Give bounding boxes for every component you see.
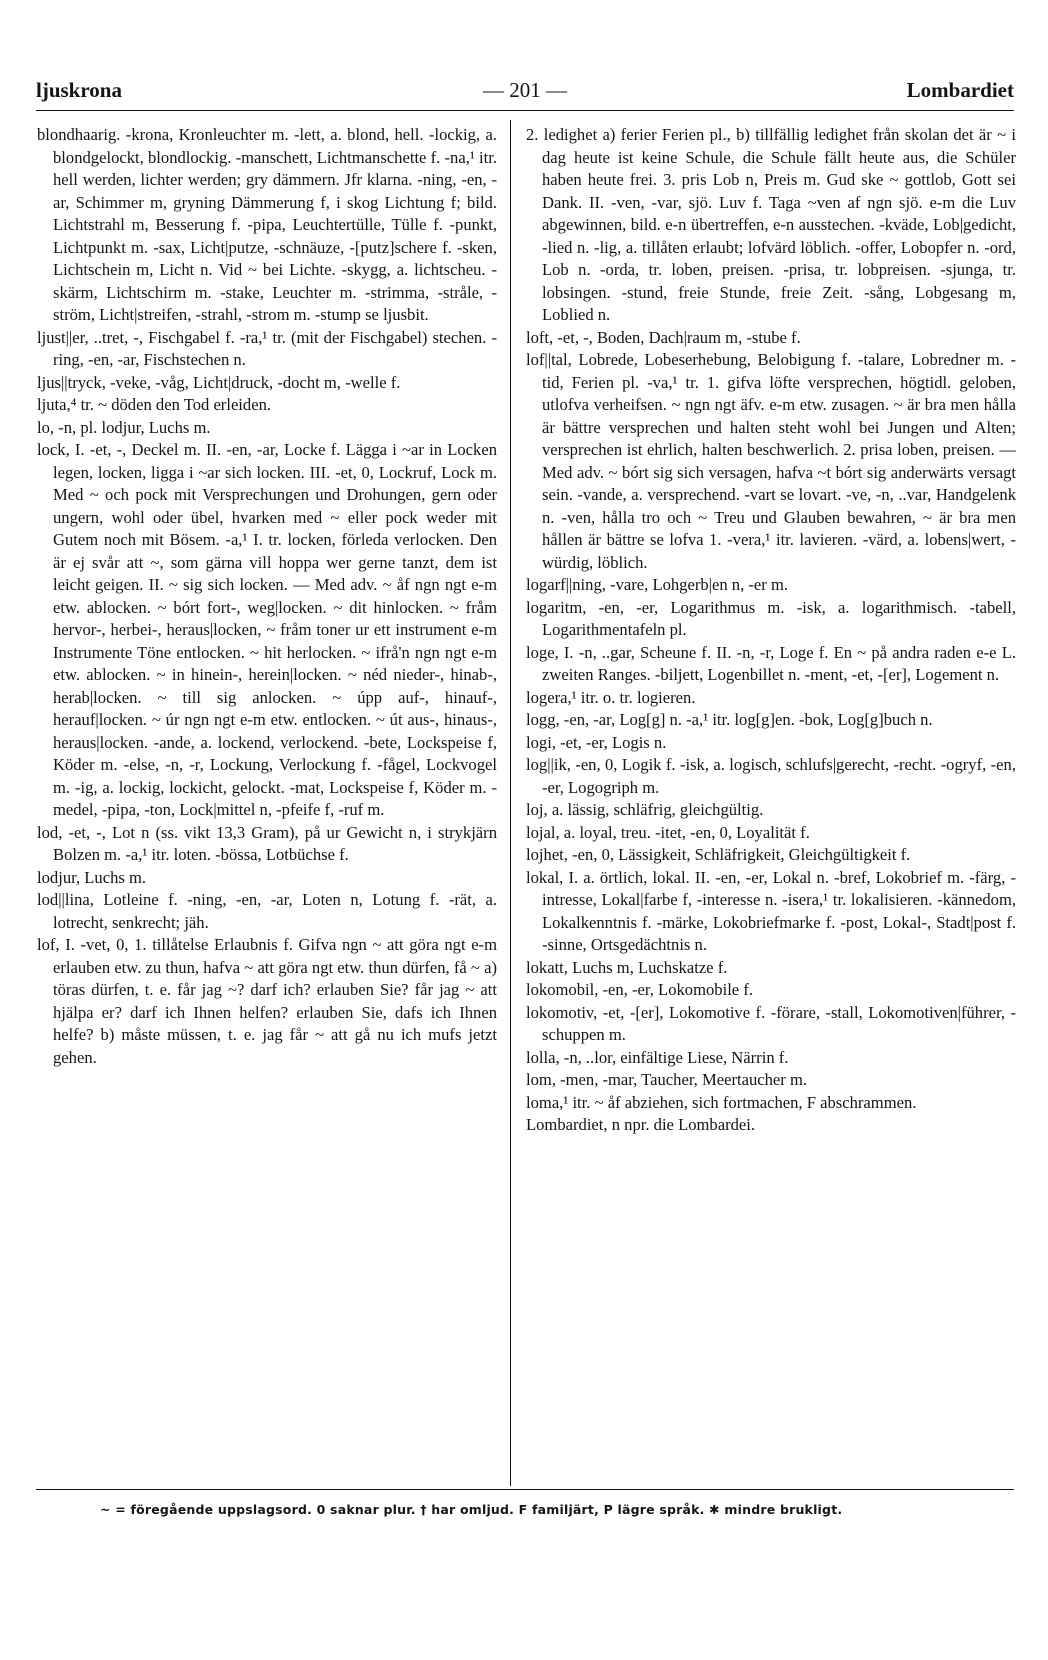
column-divider [510, 120, 511, 1486]
dictionary-entry: lokal, I. a. örtlich, lokal. II. -en, -er, Lokal n. -bref, Lokobrief m. -färg, -intresse, Lokal|farbe f, -interesse n. -isera,¹ tr. lokalisieren. -kännedom, Lokalkenntnis f. -märke, Lokobriefmarke f. -post, Lokal-, Stadt|post f. -sinne, Ortsgedächtnis n. [526, 867, 1016, 954]
dictionary-entry: loj, a. lässig, schläfrig, gleichgültig. [526, 800, 764, 819]
dictionary-entry: lock, I. -et, -, Deckel m. II. -en, -ar, Locke f. Lägga i ~ar in Locken legen, locken, ligga i ~ar sich locken. III. -et, 0, Lockruf, Lock m. Med ~ och pock mit Versprechungen und Drohungen, gern oder ungern, wohl oder übel, hvarken med ~ eller pock weder mit Gutem noch mit Bösem. -a,¹ I. tr. locken, förleda verlocken. Den är ej svår att ~, som gärna vill hoppa wer gerne tanzt, dem ist leicht geigen. II. ~ sig sich locken. — Med adv. ~ åf ngn ngt e-m etw. ablocken. ~ bórt fort-, weg|locken. ~ dit hinlocken. ~ fråm hervor-, herbei-, heraus|locken, ~ fråm toner ur ett instrument e-m Instrumente Töne entlocken. ~ hit herlocken. ~ ifrå'n ngn ngt e-m etw. ablocken. ~ in hinein-, herein|locken. ~ néd nieder-, hinab-, herab|locken. ~ till sig anlocken. ~ úpp auf-, hinauf-, herauf|locken. ~ úr ngn ngt e-m etw. entlocken. ~ út aus-, hinaus-, heraus|locken. -ande, a. lockend, verlockend. -bete, Lockspeise f, Köder m. -else, -n, -r, Lockung, Verlockung f. -fågel, Lockvogel m. -ig, a. lockig, lockicht, gelockt. -mat, Lockspeise f, Köder m. -medel, -pipa, -ton, Lock|mittel n, -pfeife f, -ruf m. [37, 440, 497, 819]
dictionary-entry: lojal, a. loyal, treu. -itet, -en, 0, Loyalität f. [526, 822, 810, 842]
dictionary-entry: lodjur, Luchs m. [37, 867, 147, 887]
dictionary-entry: log||ik, -en, 0, Logik f. -isk, a. logisch, schlufs|gerecht, -recht. -ogryf, -en, -er, Logogriph m. [526, 755, 1016, 797]
dictionary-entry: logarf||ning, -vare, Lohgerb|en n, -er m. [526, 575, 788, 594]
dictionary-entry: logi, -et, -er, Logis n. [526, 732, 667, 752]
dictionary-entry: logera,¹ itr. o. tr. logieren. [526, 687, 696, 707]
dictionary-entry: ljus||tryck, -veke, -våg, Licht|druck, -docht m, -welle f. [37, 372, 401, 392]
dictionary-entry: loft, -et, -, Boden, Dach|raum m, -stube f. [526, 327, 801, 347]
left-column [37, 124, 497, 1069]
left-headword: ljuskrona [36, 78, 122, 102]
dictionary-entry: lojhet, -en, 0, Lässigkeit, Schläfrigkeit, Gleichgültigkeit f. [526, 845, 911, 864]
dictionary-entry: lolla, -n, ..lor, einfältige Liese, Närrin f. [526, 1047, 789, 1067]
dictionary-entry: lod, -et, -, Lot n (ss. vikt 13,3 Gram), på ur Gewicht n, i strykjärn Bolzen m. -a,¹ itr. loten. -bössa, Lotbüchse f. [37, 822, 497, 864]
dictionary-entry: lokomotiv, -et, -[er], Lokomotive f. -förare, -stall, Lokomotiven|führer, -schuppen m. [526, 1002, 1016, 1044]
page-number: — 201 — [483, 78, 567, 102]
dictionary-entry: 2. ledighet a) ferier Ferien pl., b) tillfällig ledighet från skolan det är ~ i dag heute ist keine Schule, die Schule fällt heute aus, die Schüler haben heute frei. 3. pris Lob n, Preis m. Gud ske ~ gottlob, Gott sei Dank. II. -ven, -var, sjö. Luv f. Taga ~ven af ngn sjö. e-m die Luv abgewinnen, bild. e-n übertreffen, e-n ausstechen. -kväde, Lob|gedicht, -lied n. -lig, a. tillåten erlaubt; lofvärd löblich. -offer, Lobopfer n. -ord, Lob n. -orda, tr. loben, preisen. -prisa, tr. lobpreisen. -sjunga, tr. lobsingen. -stund, freie Stunde, freie Zeit. -sång, Lobgesang m, Loblied n. [526, 125, 1016, 324]
dictionary-entry: lod||lina, Lotleine f. -ning, -en, -ar, Loten n, Lotung f. -rät, a. lotrecht, senkrecht; jäh. [37, 890, 497, 932]
dictionary-entry: loge, I. -n, ..gar, Scheune f. II. -n, -r, Loge f. En ~ på andra raden e-e L. zweiten Ranges. -biljett, Logenbillet n. -ment, -et, -[er], Logement n. [526, 642, 1016, 684]
dictionary-entry: Lombardiet, n npr. die Lombardei. [526, 1115, 756, 1134]
dictionary-entry: lom, -men, -mar, Taucher, Meertaucher m. [526, 1070, 808, 1089]
right-headword: Lombardiet [906, 78, 1014, 102]
abbreviation-legend: ~ = föregående uppslagsord. 0 saknar plur. † har omljud. F familjärt, P lägre språk. ✱ mindre brukligt. [100, 1502, 843, 1517]
dictionary-entry: logg, -en, -ar, Log[g] n. -a,¹ itr. log[g]en. -bok, Log[g]buch n. [526, 710, 933, 729]
dictionary-entry: lof||tal, Lobrede, Lobeserhebung, Belobigung f. -talare, Lobredner m. -tid, Ferien pl. -va,¹ tr. 1. gifva löfte versprechen, högtidl. geloben, utlofva verheifsen. ~ ngn ngt äfv. e-m etw. zusagen. ~ är bra men hålla är bättre versprechen und halten steht wohl bei Jungen und Alten; versprechen ist ehrlich, halten beschwerlich. 2. prisa loben, preisen. — Med adv. ~ bórt sig sich versagen, hafva ~t bórt sig anderwärts versagt sein. -vande, a. versprechend. -vart se lovart. -ve, -n, ..var, Handgelenk n. -ven, hålla tro och ~ Treu und Glauben bewahren, ~ är bra men hållen är bättre se lofva 1. -vera,¹ itr. lavieren. -värd, a. lobens|wert, -würdig, löblich. [526, 350, 1016, 572]
header-rule [36, 110, 1014, 111]
dictionary-entry: ljust||er, ..tret, -, Fischgabel f. -ra,¹ tr. (mit der Fischgabel) stechen. -ring, -en, -ar, Fischstechen n. [37, 327, 497, 369]
page-header [36, 78, 1014, 114]
dictionary-entry: ljuta,⁴ tr. ~ döden den Tod erleiden. [37, 395, 272, 414]
dictionary-entry: lof, I. -vet, 0, 1. tillåtelse Erlaubnis f. Gifva ngn ~ att göra ngt e-m erlauben etw. zu thun, hafva ~ att göra ngt etw. thun dürfen, få ~ a) töras dürfen, t. e. får jag ~? darf ich? erlauben Sie? får jag ~ att hjälpa er? darf ich Ihnen helfen? erlauben Sie, dafs ich Ihnen helfe? b) måste müssen, t. e. jag får ~ att gå nu ich mufs jetzt gehen. [37, 935, 497, 1067]
dictionary-entry: loma,¹ itr. ~ åf abziehen, sich fortmachen, F abschrammen. [526, 1092, 917, 1112]
dictionary-entry: lokomobil, -en, -er, Lokomobile f. [526, 980, 753, 999]
right-column [526, 124, 1016, 1137]
dictionary-entry: logaritm, -en, -er, Logarithmus m. -isk, a. logarithmisch. -tabell, Logarithmentafeln pl. [526, 597, 1016, 639]
dictionary-entry: blondhaarig. -krona, Kronleuchter m. -lett, a. blond, hell. -lockig, a. blondgelockt, blondlockig. -manschett, Lichtmanschette f. -na,¹ itr. hell werden, lichter werden; gry dämmern. Jfr klarna. -ning, -en, -ar, Schimmer m, gryning Dämmerung f, i skog Lichtung f; bild. Lichtstrahl m, Besserung f. -pipa, Leuchtertülle, Tülle f. -punkt, Lichtpunkt m. -sax, Licht|putze, -schnäuze, -[putz]schere f. -sken, Lichtschein m, Licht n. Vid ~ bei Lichte. -skygg, a. lichtscheu. -skärm, Lichtschirm m. -stake, Leuchter m. -strimma, -stråle, -ström, Licht|streifen, -strahl, -strom m. -stump se ljusbit. [37, 125, 497, 324]
dictionary-entry: lo, -n, pl. lodjur, Luchs m. [37, 417, 211, 437]
dictionary-entry: lokatt, Luchs m, Luchskatze f. [526, 957, 728, 977]
footer-rule [36, 1489, 1014, 1490]
